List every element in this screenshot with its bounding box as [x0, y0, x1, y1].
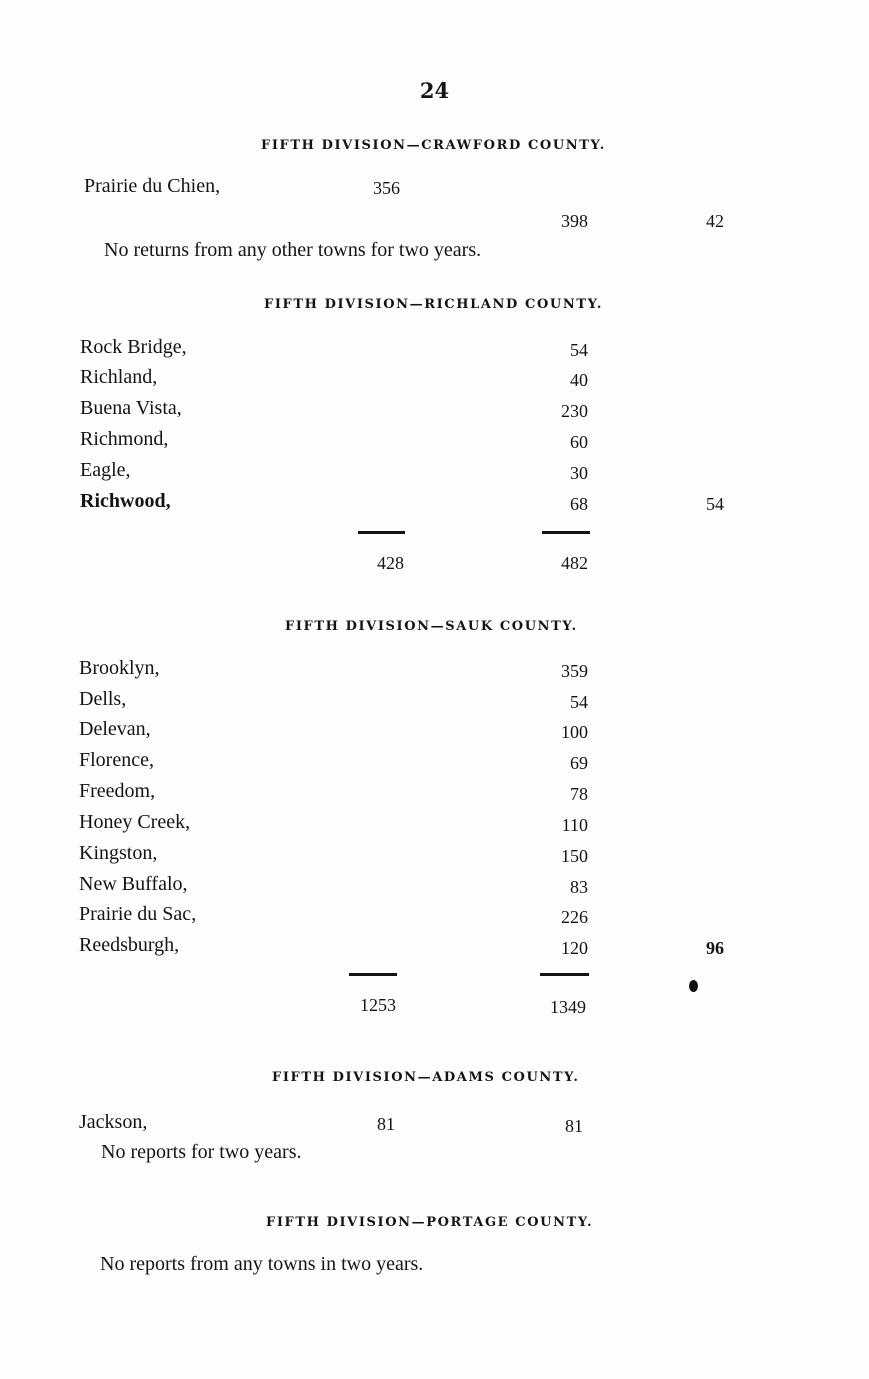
sauk-row-name: Honey Creek,	[79, 811, 191, 833]
sauk-row-col2: 226	[561, 907, 588, 927]
sauk-row-col2: 110	[561, 815, 588, 835]
richland-heading: FIFTH DIVISION—RICHLAND COUNTY.	[264, 297, 603, 312]
sauk-total-col2: 1349	[550, 997, 586, 1017]
richland-right-figure: 54	[706, 494, 724, 514]
richland-row-col2: 30	[570, 463, 588, 483]
richland-row-name: Eagle,	[80, 459, 131, 481]
adams-heading: FIFTH DIVISION—ADAMS COUNTY.	[272, 1070, 580, 1085]
sauk-total-col1: 1253	[360, 995, 396, 1015]
richland-row-col2: 230	[561, 401, 588, 421]
richland-total-rule-col2	[542, 531, 590, 534]
richland-total-col2: 482	[561, 553, 588, 573]
richland-row-name: Richwood,	[80, 490, 171, 512]
sauk-row-col2: 83	[570, 877, 588, 897]
adams-note: No reports for two years.	[101, 1141, 302, 1163]
crawford-total-col2: 398	[561, 211, 588, 231]
richland-total-col1: 428	[377, 553, 404, 573]
crawford-heading: FIFTH DIVISION—CRAWFORD COUNTY.	[261, 138, 606, 153]
sauk-row-name: Freedom,	[79, 780, 156, 802]
sauk-row-col2: 78	[570, 784, 588, 804]
sauk-row-name: Brooklyn,	[79, 657, 160, 679]
richland-row-name: Richland,	[80, 366, 158, 388]
sauk-total-rule-col2	[540, 973, 589, 976]
richland-row-col2: 54	[570, 340, 588, 360]
sauk-row-name: New Buffalo,	[79, 873, 188, 895]
sauk-row-name: Delevan,	[79, 718, 151, 740]
sauk-row-name: Reedsburgh,	[79, 934, 180, 956]
page-number: 24	[419, 78, 450, 103]
sauk-row-name: Dells,	[79, 688, 127, 710]
richland-row-col2: 68	[570, 494, 588, 514]
sauk-heading: FIFTH DIVISION—SAUK COUNTY.	[285, 619, 578, 634]
crawford-right-figure: 42	[706, 211, 724, 231]
richland-row-name: Buena Vista,	[80, 397, 182, 419]
sauk-row-col2: 359	[561, 661, 588, 681]
adams-row-name: Jackson,	[79, 1111, 148, 1133]
richland-row-name: Rock Bridge,	[80, 336, 187, 358]
sauk-row-col2: 150	[561, 846, 588, 866]
sauk-row-name: Florence,	[79, 749, 154, 771]
sauk-total-rule-col1	[349, 973, 397, 976]
sauk-row-name: Prairie du Sac,	[79, 903, 197, 925]
richland-row-col2: 40	[570, 370, 588, 390]
adams-row-col1: 81	[377, 1114, 395, 1134]
crawford-row-col1: 356	[373, 178, 400, 198]
richland-row-name: Richmond,	[80, 428, 169, 450]
richland-total-rule-col1	[358, 531, 405, 534]
sauk-row-name: Kingston,	[79, 842, 158, 864]
sauk-row-col2: 120	[561, 938, 588, 958]
crawford-note: No returns from any other towns for two years.	[104, 239, 482, 261]
sauk-row-col2: 54	[570, 692, 588, 712]
portage-heading: FIFTH DIVISION—PORTAGE COUNTY.	[266, 1215, 594, 1230]
sauk-row-col2: 69	[570, 753, 588, 773]
portage-note: No reports from any towns in two years.	[100, 1253, 424, 1275]
sauk-right-figure: 96	[706, 938, 724, 958]
ink-blot	[689, 980, 698, 992]
richland-row-col2: 60	[570, 432, 588, 452]
crawford-row-name: Prairie du Chien,	[84, 175, 221, 197]
sauk-row-col2: 100	[561, 722, 588, 742]
adams-row-col2: 81	[565, 1116, 583, 1136]
